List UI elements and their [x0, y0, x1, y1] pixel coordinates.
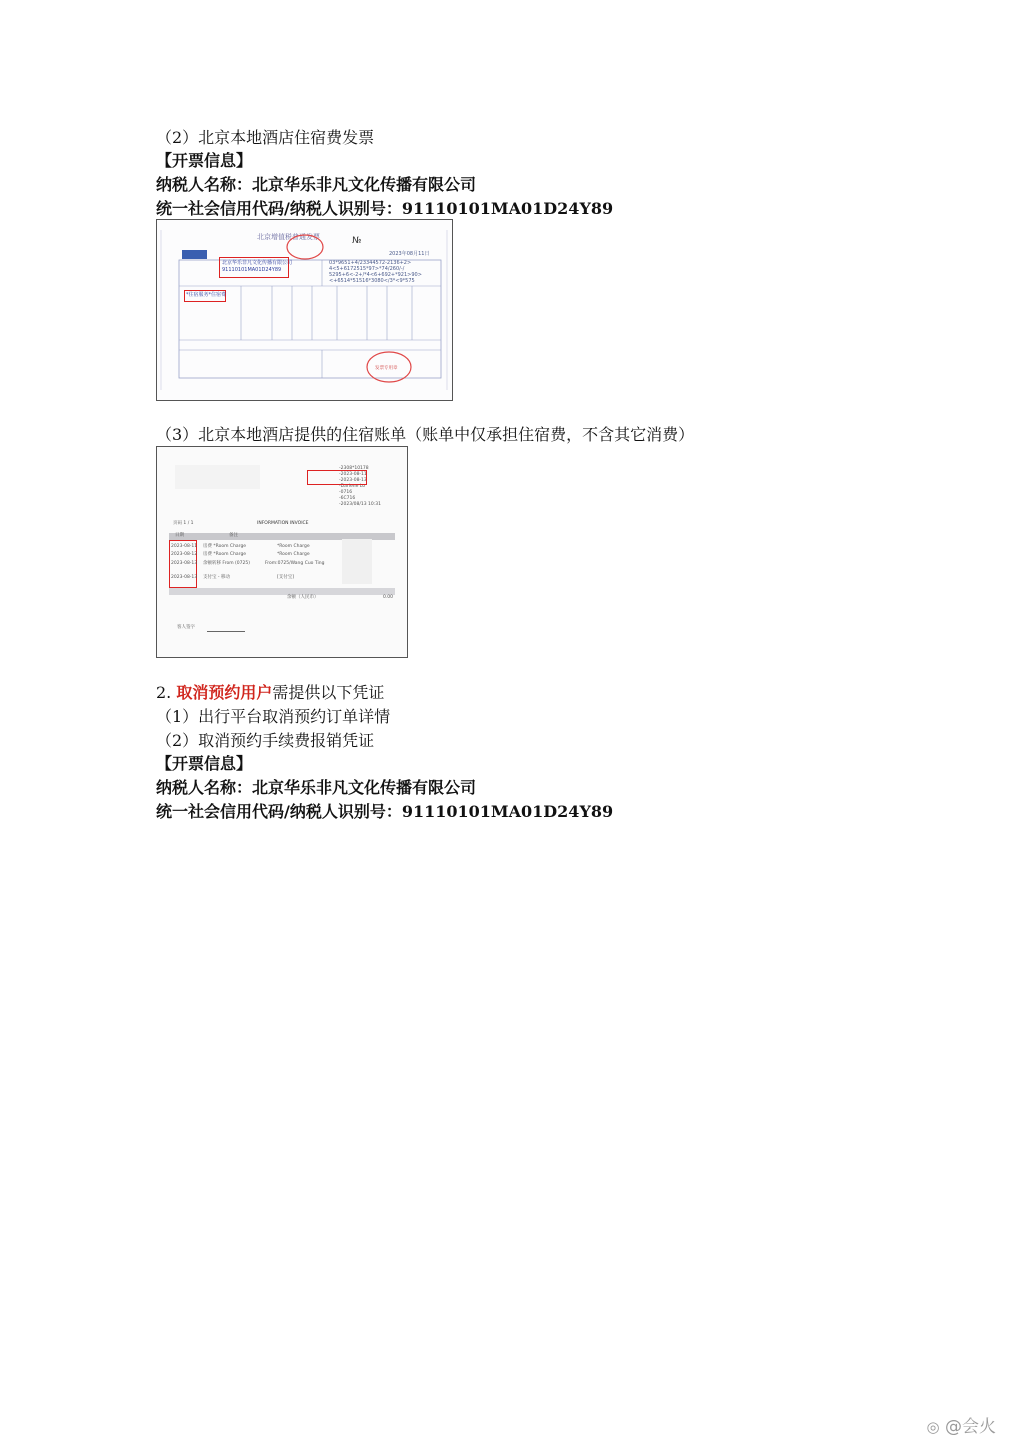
- billing-info-heading-2: 【开票信息】: [156, 754, 253, 773]
- billing-info-heading: 【开票信息】: [156, 151, 253, 170]
- folio-row-4-date: 2023-08-13: [171, 575, 198, 580]
- folio-col-desc: 备注: [229, 533, 238, 538]
- invoice-company-code: 91110101MA01D24Y89: [222, 267, 282, 273]
- item-hotel-invoice: （2）北京本地酒店住宿费发票: [156, 128, 375, 147]
- folio-row-3-date: 2023-08-13: [171, 561, 198, 566]
- invoice-cipher-1: 03*9651+4/23344572-2136+2>: [329, 260, 412, 266]
- folio-row-2-date: 2023-08-12: [171, 552, 198, 557]
- folio-row-3-desc: 余额转移 From (0725): [203, 561, 250, 566]
- invoice-company-name: 北京华乐非凡文化传播有限公司: [222, 260, 293, 266]
- folio-row-3-desc2: From:0725/Wang Cuo Ting: [265, 561, 325, 566]
- folio-field-7: -2023/08/13 10:31: [339, 502, 381, 507]
- invoice-cipher-4: <+6514*51516*3080</3*<9*575: [329, 278, 415, 284]
- invoice-cipher-2: 4<5+6172515*97>*74/260/-/: [329, 266, 405, 272]
- invoice-seal-text: 发票专用章: [375, 366, 398, 371]
- cancel-section-heading: [156, 682, 384, 704]
- watermark: [927, 1412, 997, 1437]
- folio-amount-redacted: [342, 539, 372, 584]
- weibo-icon: ◎: [926, 1418, 940, 1436]
- tax-id-2: 统一社会信用代码/纳税人识别号：91110101MA01D24Y89: [156, 802, 614, 821]
- folio-field-3: -2023-08-13: [339, 478, 367, 483]
- folio-row-4-desc2: [支付宝]: [277, 575, 295, 580]
- folio-balance-label: 余额（人民币）: [287, 595, 319, 600]
- cancel-section-highlight: 取消预约用户: [176, 683, 273, 702]
- item-hotel-folio: （3）北京本地酒店提供的住宿账单（账单中仅承担住宿费，不含其它消费）: [156, 425, 695, 444]
- invoice-no-label: №: [352, 236, 362, 246]
- folio-row-4-desc: 支付宝 - 移动: [203, 575, 230, 580]
- invoice-service-label: *住宿服务*住宿费: [186, 292, 227, 298]
- folio-col-date: 日期: [175, 533, 184, 538]
- hotel-invoice-image: [156, 219, 453, 401]
- folio-row-1-date: 2023-08-11: [171, 544, 198, 549]
- folio-page: 页码 1 / 1: [173, 521, 194, 526]
- taxpayer-name: 纳税人名称：北京华乐非凡文化传播有限公司: [156, 175, 477, 194]
- folio-row-1-desc2: *Room Charge: [277, 544, 310, 549]
- folio-field-1: -2308*10178: [339, 466, 369, 471]
- hotel-folio-image: [156, 446, 408, 658]
- folio-logo-redacted: [175, 465, 260, 489]
- folio-row-1-desc: 房费 *Room Charge: [203, 544, 247, 549]
- cancel-section-number: 2.: [156, 683, 172, 702]
- folio-row-2-desc2: *Room Charge: [277, 552, 310, 557]
- folio-field-5: -0716: [339, 490, 353, 495]
- watermark-text: @会火: [945, 1417, 996, 1437]
- folio-balance-value: 0.00: [383, 595, 394, 600]
- cancel-item-1: （1）出行平台取消预约订单详情: [156, 707, 391, 726]
- invoice-cipher-3: 5295+6<-2+/*4<6+692+*921>90>: [329, 272, 422, 278]
- invoice-seal-top: [287, 235, 323, 259]
- folio-field-4: -Darlene Lo: [339, 484, 365, 489]
- folio-signature-label: 客人签字: [177, 625, 195, 630]
- cancel-section-rest: 需提供以下凭证: [272, 683, 385, 702]
- invoice-title: 北京增值税普通发票: [257, 233, 320, 241]
- tax-id: 统一社会信用代码/纳税人识别号：91110101MA01D24Y89: [156, 199, 614, 218]
- folio-title: INFORMATION INVOICE: [257, 521, 309, 526]
- folio-row-2-desc: 房费 *Room Charge: [203, 552, 247, 557]
- folio-summary-bar: [169, 588, 395, 595]
- folio-field-6: -6C716: [339, 496, 356, 501]
- taxpayer-name-2: 纳税人名称：北京华乐非凡文化传播有限公司: [156, 778, 477, 797]
- folio-dates-highlight: [307, 470, 367, 485]
- folio-field-2: -2023-08-11: [339, 472, 367, 477]
- cancel-item-2: （2）取消预约手续费报销凭证: [156, 731, 375, 750]
- invoice-grid: [157, 220, 452, 400]
- folio-signature-line: [207, 631, 245, 632]
- invoice-date: 2023年08月11日: [389, 251, 430, 257]
